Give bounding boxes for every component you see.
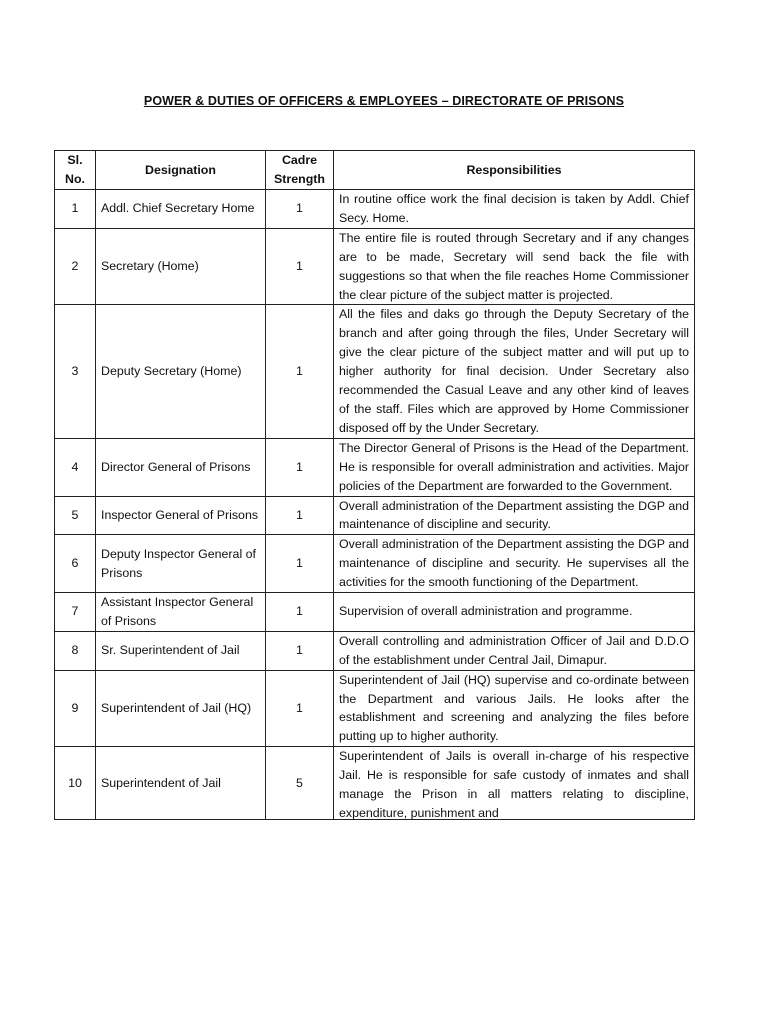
- sl-cell: 9: [55, 670, 96, 747]
- responsibilities-cell: The Director General of Prisons is the Head of the Department. He is responsible for overall administration and activities. Major policies of the Department are forwarded to the Government.: [334, 438, 695, 496]
- table-row: [55, 747, 695, 820]
- cadre-cell: 1: [266, 631, 334, 670]
- sl-cell: 3: [55, 305, 96, 438]
- cadre-cell: 1: [266, 438, 334, 496]
- table-row: [55, 496, 695, 535]
- sl-cell: 6: [55, 535, 96, 593]
- table-row: [55, 305, 695, 438]
- table-row: [55, 593, 695, 632]
- page-title: POWER & DUTIES OF OFFICERS & EMPLOYEES – DIRECTORATE OF PRISONS: [143, 94, 625, 108]
- table-header: [55, 151, 695, 190]
- table-row: [55, 190, 695, 229]
- cadre-cell: 1: [266, 228, 334, 305]
- designation-cell: Assistant Inspector General of Prisons: [96, 593, 266, 632]
- header-sl-no: Sl. No.: [55, 151, 96, 190]
- designation-cell: Deputy Inspector General of Prisons: [96, 535, 266, 593]
- responsibilities-cell: All the files and daks go through the Deputy Secretary of the branch and after going through the files, Under Secretary will give the clear picture of the subject matter and will put up to higher authority for final decision. Under Secretary also recommended the Casual Leave and any other kind of leaves of the staff. Files which are approved by Home Commissioner disposed off by the Under Secretary.: [334, 305, 695, 438]
- cadre-cell: 1: [266, 496, 334, 535]
- responsibilities-cell: The entire file is routed through Secretary and if any changes are to be made, Secretary will send back the file with suggestions so that when the file reaches Home Commissioner the clear picture of the subject matter is projected.: [334, 228, 695, 305]
- table-body: [55, 190, 695, 820]
- sl-cell: 1: [55, 190, 96, 229]
- sl-cell: 4: [55, 438, 96, 496]
- table-row: [55, 535, 695, 593]
- header-row: [55, 151, 695, 190]
- designation-cell: Superintendent of Jail: [96, 747, 266, 820]
- cadre-cell: 1: [266, 535, 334, 593]
- designation-cell: Deputy Secretary (Home): [96, 305, 266, 438]
- table-row: [55, 670, 695, 747]
- sl-cell: 10: [55, 747, 96, 820]
- cadre-cell: 1: [266, 593, 334, 632]
- designation-cell: Sr. Superintendent of Jail: [96, 631, 266, 670]
- responsibilities-cell: In routine office work the final decision is taken by Addl. Chief Secy. Home.: [334, 190, 695, 229]
- cadre-cell: 5: [266, 747, 334, 820]
- table-row: [55, 631, 695, 670]
- responsibilities-cell: [334, 747, 695, 820]
- responsibilities-cell: Overall administration of the Department assisting the DGP and maintenance of discipline and security. He supervises all the activities for the smooth functioning of the Department.: [334, 535, 695, 593]
- table-row: [55, 438, 695, 496]
- header-cadre-strength: Cadre Strength: [266, 151, 334, 190]
- designation-cell: Inspector General of Prisons: [96, 496, 266, 535]
- designation-cell: Superintendent of Jail (HQ): [96, 670, 266, 747]
- responsibilities-cell: Overall administration of the Department assisting the DGP and maintenance of discipline and security.: [334, 496, 695, 535]
- sl-cell: 5: [55, 496, 96, 535]
- duties-table: [54, 150, 695, 820]
- responsibilities-text: Superintendent of Jails is overall in-charge of his respective Jail. He is responsible for safe custody of inmates and shall manage the Prison in all matters relating to discipline, expenditure, punishment and: [339, 749, 689, 820]
- sl-cell: 8: [55, 631, 96, 670]
- cadre-cell: 1: [266, 305, 334, 438]
- designation-cell: Director General of Prisons: [96, 438, 266, 496]
- responsibilities-cell: Overall controlling and administration Officer of Jail and D.D.O of the establishment under Central Jail, Dimapur.: [334, 631, 695, 670]
- header-designation: Designation: [96, 151, 266, 190]
- responsibilities-cell: Supervision of overall administration and programme.: [334, 593, 695, 632]
- cadre-cell: 1: [266, 670, 334, 747]
- sl-cell: 2: [55, 228, 96, 305]
- sl-cell: 7: [55, 593, 96, 632]
- cadre-cell: 1: [266, 190, 334, 229]
- header-responsibilities: Responsibilities: [334, 151, 695, 190]
- designation-cell: Addl. Chief Secretary Home: [96, 190, 266, 229]
- responsibilities-cell: Superintendent of Jail (HQ) supervise and co-ordinate between the Department and various Jails. He looks after the establishment and screening and analyzing the files before putting up to higher authority.: [334, 670, 695, 747]
- table-row: [55, 228, 695, 305]
- designation-cell: Secretary (Home): [96, 228, 266, 305]
